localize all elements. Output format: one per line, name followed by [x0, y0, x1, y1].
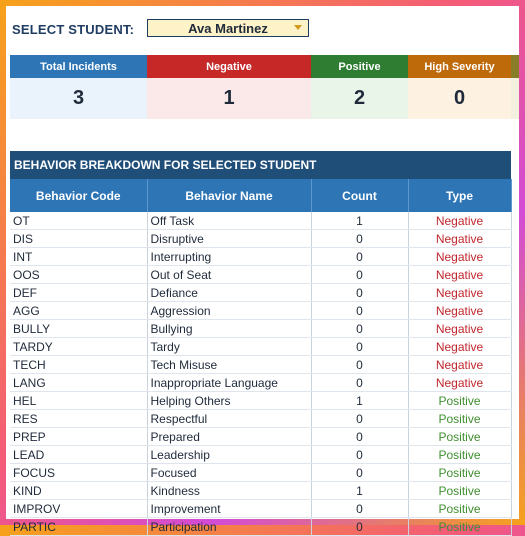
type-cell[interactable]: Negative [408, 212, 511, 230]
table-row [10, 284, 511, 302]
table-row [10, 248, 511, 266]
column-header[interactable]: Behavior Name [147, 179, 311, 212]
column-header[interactable]: Count [311, 179, 408, 212]
type-cell[interactable]: Negative [408, 374, 511, 392]
type-cell[interactable]: Positive [408, 392, 511, 410]
count-cell[interactable]: 1 [311, 482, 408, 500]
card-value: 3 [10, 78, 147, 119]
student-dropdown-value: Ava Martinez [188, 20, 268, 36]
count-cell[interactable]: 0 [311, 518, 408, 536]
type-cell[interactable]: Negative [408, 356, 511, 374]
behavior-breakdown-table [10, 179, 512, 536]
card-value: 2 [311, 78, 408, 119]
column-header[interactable]: Behavior Code [10, 179, 147, 212]
behavior-code-cell[interactable]: HEL [10, 392, 147, 410]
table-row [10, 302, 511, 320]
behavior-name-cell[interactable]: Participation [147, 518, 311, 536]
count-cell[interactable]: 0 [311, 500, 408, 518]
card-value: 1 [147, 78, 311, 119]
count-cell[interactable]: 0 [311, 464, 408, 482]
behavior-name-cell[interactable]: Prepared [147, 428, 311, 446]
card-high-severity [408, 55, 511, 119]
type-cell[interactable]: Positive [408, 446, 511, 464]
card-overflow-edge [511, 55, 519, 119]
behavior-code-cell[interactable]: INT [10, 248, 147, 266]
table-row [10, 212, 511, 230]
table-header-row [10, 179, 511, 212]
card-value: 0 [408, 78, 511, 119]
table-row [10, 500, 511, 518]
summary-cards [10, 55, 519, 119]
table-row [10, 392, 511, 410]
card-total-incidents [10, 55, 147, 119]
behavior-name-cell[interactable]: Kindness [147, 482, 311, 500]
count-cell[interactable]: 0 [311, 230, 408, 248]
type-cell[interactable]: Positive [408, 428, 511, 446]
breakdown-title: BEHAVIOR BREAKDOWN FOR SELECTED STUDENT [10, 151, 511, 179]
behavior-code-cell[interactable]: LEAD [10, 446, 147, 464]
table-row [10, 266, 511, 284]
table-row [10, 338, 511, 356]
table-row [10, 464, 511, 482]
card-negative [147, 55, 311, 119]
table-row [10, 410, 511, 428]
select-student-label: SELECT STUDENT: [12, 21, 135, 37]
table-row [10, 356, 511, 374]
count-cell[interactable]: 0 [311, 320, 408, 338]
type-cell[interactable]: Positive [408, 482, 511, 500]
behavior-name-cell[interactable]: Respectful [147, 410, 311, 428]
card-positive [311, 55, 408, 119]
count-cell[interactable]: 0 [311, 266, 408, 284]
behavior-code-cell[interactable]: DIS [10, 230, 147, 248]
behavior-name-cell[interactable]: Aggression [147, 302, 311, 320]
behavior-name-cell[interactable]: Disruptive [147, 230, 311, 248]
behavior-code-cell[interactable]: PARTIC [10, 518, 147, 536]
count-cell[interactable]: 0 [311, 410, 408, 428]
card-label: Positive [311, 55, 408, 78]
behavior-code-cell[interactable]: OOS [10, 266, 147, 284]
column-header[interactable]: Type [408, 179, 511, 212]
behavior-name-cell[interactable]: Bullying [147, 320, 311, 338]
behavior-code-cell[interactable]: KIND [10, 482, 147, 500]
behavior-code-cell[interactable]: DEF [10, 284, 147, 302]
type-cell[interactable]: Positive [408, 500, 511, 518]
type-cell[interactable]: Negative [408, 338, 511, 356]
behavior-name-cell[interactable]: Helping Others [147, 392, 311, 410]
behavior-name-cell[interactable]: Out of Seat [147, 266, 311, 284]
behavior-name-cell[interactable]: Defiance [147, 284, 311, 302]
card-label: High Severity [408, 55, 511, 78]
count-cell[interactable]: 0 [311, 284, 408, 302]
type-cell[interactable]: Negative [408, 248, 511, 266]
dashboard-sheet [6, 6, 519, 534]
behavior-name-cell[interactable]: Focused [147, 464, 311, 482]
card-label: Negative [147, 55, 311, 78]
behavior-name-cell[interactable]: Tardy [147, 338, 311, 356]
type-cell[interactable]: Negative [408, 230, 511, 248]
behavior-name-cell[interactable]: Leadership [147, 446, 311, 464]
behavior-code-cell[interactable]: OT [10, 212, 147, 230]
card-label: Total Incidents [10, 55, 147, 78]
count-cell[interactable]: 0 [311, 374, 408, 392]
table-row [10, 482, 511, 500]
type-cell[interactable]: Negative [408, 266, 511, 284]
table-row [10, 518, 511, 536]
count-cell[interactable]: 0 [311, 338, 408, 356]
behavior-code-cell[interactable]: AGG [10, 302, 147, 320]
table-row [10, 374, 511, 392]
type-cell[interactable]: Negative [408, 284, 511, 302]
student-dropdown[interactable] [147, 19, 309, 37]
count-cell[interactable]: 0 [311, 248, 408, 266]
behavior-code-cell[interactable]: TECH [10, 356, 147, 374]
count-cell[interactable]: 1 [311, 392, 408, 410]
count-cell[interactable]: 0 [311, 428, 408, 446]
behavior-name-cell[interactable]: Tech Misuse [147, 356, 311, 374]
type-cell[interactable]: Positive [408, 464, 511, 482]
behavior-name-cell[interactable]: Improvement [147, 500, 311, 518]
behavior-code-cell[interactable]: FOCUS [10, 464, 147, 482]
behavior-code-cell[interactable]: LANG [10, 374, 147, 392]
type-cell[interactable]: Positive [408, 518, 511, 536]
student-selector-row [12, 18, 134, 40]
behavior-code-cell[interactable]: IMPROV [10, 500, 147, 518]
chevron-down-icon[interactable] [294, 25, 302, 30]
count-cell[interactable]: 0 [311, 356, 408, 374]
type-cell[interactable]: Positive [408, 410, 511, 428]
table-row [10, 230, 511, 248]
behavior-name-cell[interactable]: Off Task [147, 212, 311, 230]
type-cell[interactable]: Negative [408, 320, 511, 338]
count-cell[interactable]: 0 [311, 446, 408, 464]
behavior-code-cell[interactable]: PREP [10, 428, 147, 446]
behavior-name-cell[interactable]: Interrupting [147, 248, 311, 266]
count-cell[interactable]: 1 [311, 212, 408, 230]
behavior-code-cell[interactable]: RES [10, 410, 147, 428]
table-row [10, 446, 511, 464]
count-cell[interactable]: 0 [311, 302, 408, 320]
type-cell[interactable]: Negative [408, 302, 511, 320]
table-row [10, 320, 511, 338]
behavior-code-cell[interactable]: TARDY [10, 338, 147, 356]
behavior-code-cell[interactable]: BULLY [10, 320, 147, 338]
behavior-name-cell[interactable]: Inappropriate Language [147, 374, 311, 392]
table-row [10, 428, 511, 446]
